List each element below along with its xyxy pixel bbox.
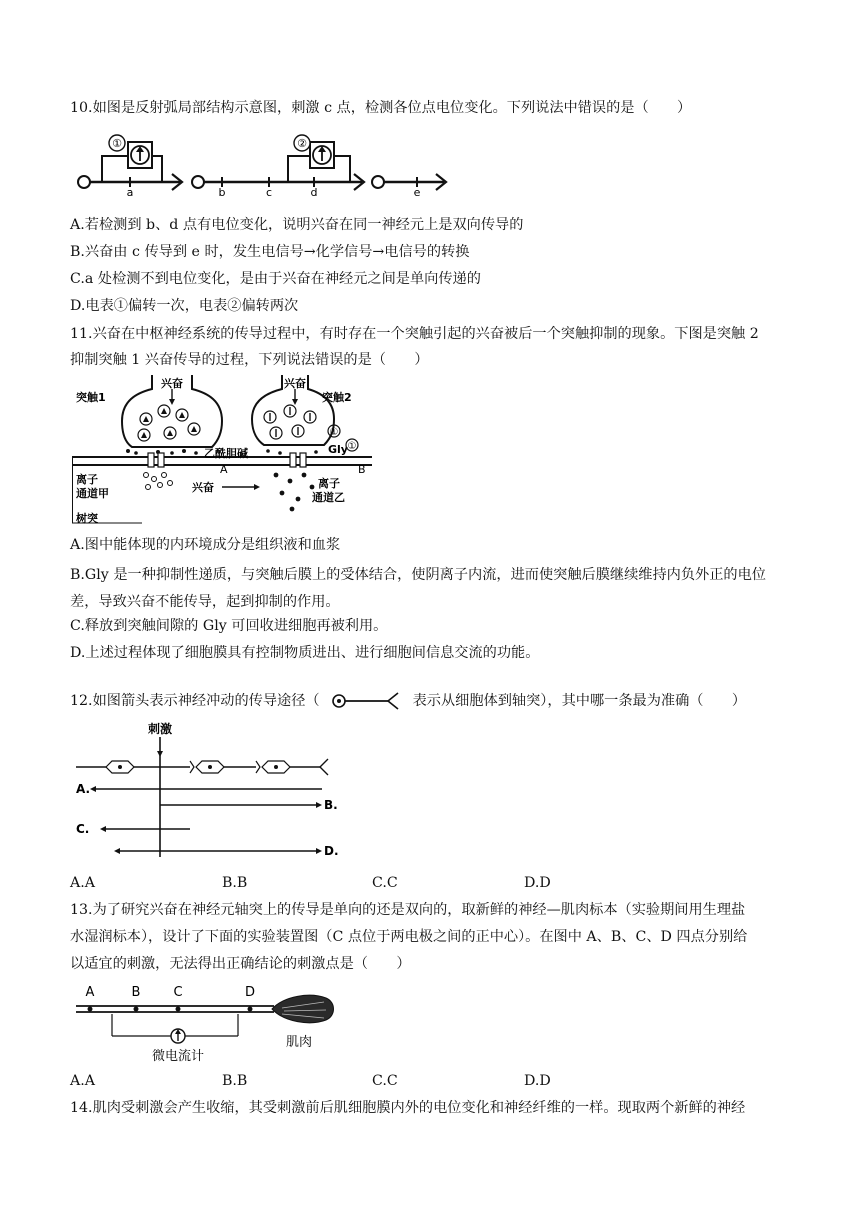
q10-point-a: a	[126, 186, 134, 198]
q13-stem-line1: 13.为了研究兴奋在神经元轴突上的传导是单向的还是双向的，取新鲜的神经—肌肉标本（实验期间用生理盐	[70, 902, 746, 918]
q13-option-c: C.C	[372, 1073, 398, 1089]
q13-option-a: A.A	[70, 1073, 96, 1089]
q10-meter1-label: ①	[112, 137, 122, 150]
q13-experiment-figure	[74, 980, 344, 1064]
q11-stem-line2: 抑制突触 1 兴奋传导的过程，下列说法错误的是（ ）	[70, 352, 429, 368]
q12-option-c: C.C	[372, 875, 398, 891]
q13-meter: 微电流计	[151, 1049, 205, 1064]
q13-stem-line3: 以适宜的刺激，无法得出正确结论的刺激点是（ ）	[70, 956, 411, 972]
q10-option-a: A.若检测到 b、d 点有电位变化，说明兴奋在同一神经元上是双向传导的	[70, 217, 524, 233]
q10-stem: 10.如图是反射弧局部结构示意图，刺激 c 点，检测各位点电位变化。下列说法中错误的是（ ）	[70, 100, 692, 116]
q10-soma-1	[78, 176, 90, 188]
q12-label-a: A.	[76, 782, 91, 796]
q13-point-a: A	[85, 985, 95, 1000]
q14-stem-line1: 14.肌肉受刺激会产生收缩，其受刺激前后肌细胞膜内外的电位变化和神经纤维的一样。现取两个新鲜的神经	[70, 1100, 746, 1116]
q11-channel1-l1: 离子	[76, 473, 98, 486]
q12-option-a: A.A	[70, 875, 96, 891]
q10-point-e: e	[413, 186, 421, 198]
q10-point-d: d	[310, 186, 318, 198]
q11-channel2-l1: 离子	[318, 477, 340, 490]
q11-mark1: ①	[329, 427, 339, 438]
q11-option-a: A.图中能体现的内环境成分是组织液和血浆	[70, 537, 341, 553]
neuron-direction-icon	[330, 690, 402, 712]
q11-synapse1: 突触1	[76, 391, 106, 404]
q10-option-b: B.兴奋由 c 传导到 e 时，发生电信号→化学信号→电信号的转换	[70, 244, 470, 260]
q12-option-b: B.B	[222, 875, 248, 891]
q10-point-b: b	[218, 186, 226, 198]
q11-synapse2: 突触2	[322, 391, 352, 404]
q11-ach: 乙酰胆碱	[204, 447, 248, 460]
q11-excite1: 兴奋	[161, 377, 183, 390]
q12-stem	[70, 690, 746, 712]
q11-stem-line1: 11.兴奋在中枢神经系统的传导过程中，有时存在一个突触引起的兴奋被后一个突触抑制的现象。下图是突触 2	[70, 326, 759, 342]
q10-soma-3	[372, 176, 384, 188]
q11-synapse-figure	[72, 375, 372, 527]
q12-option-d: D.D	[524, 875, 551, 891]
q11-channel2-l2: 通道乙	[312, 491, 345, 504]
q10-point-c: c	[265, 186, 273, 198]
q13-muscle: 肌肉	[286, 1035, 313, 1050]
q12-stem-part-a: 12.如图箭头表示神经冲动的传导途径（	[70, 693, 320, 709]
q11-label-a: A	[220, 463, 228, 476]
q10-option-d: D.电表①偏转一次，电表②偏转两次	[70, 298, 299, 314]
q11-option-d: D.上述过程体现了细胞膜具有控制物质进出、进行细胞间信息交流的功能。	[70, 645, 540, 661]
q10-option-c: C.a 处检测不到电位变化，是由于兴奋在神经元之间是单向传递的	[70, 271, 481, 287]
q11-channel1-l2: 通道甲	[76, 487, 109, 500]
q11-excite2: 兴奋	[284, 377, 306, 390]
q12-stimulus: 刺激	[148, 722, 173, 736]
q13-options	[70, 1071, 630, 1091]
q10-soma-2	[192, 176, 204, 188]
q11-option-b: B.Gly 是一种抑制性递质，与突触后膜上的受体结合，使阴离子内流，进而使突触后膜继续维持内负外正的电位差，导致兴奋不能传导，起到抑制的作用。	[70, 567, 766, 610]
q13-point-c: C	[173, 985, 183, 1000]
q10-reflex-arc-figure	[72, 130, 452, 198]
q13-point-d: D	[244, 985, 256, 1000]
q12-stem-part-b: 表示从细胞体到轴突），其中哪一条最为准确（ ）	[412, 693, 747, 709]
q12-label-b: B.	[324, 798, 338, 812]
q13-point-b: B	[131, 985, 141, 1000]
q12-label-c: C.	[76, 822, 90, 836]
q13-option-d: D.D	[524, 1073, 551, 1089]
q12-label-d: D.	[324, 844, 339, 858]
q11-excite-arrow: 兴奋	[192, 481, 214, 494]
q11-label-b: B	[358, 463, 366, 476]
q10-meter2-label: ②	[297, 137, 307, 150]
q13-stem-line2: 水湿润标本），设计了下面的实验装置图（C 点位于两电极之间的正中心）。在图中 A、B、C、D 四点分别给	[70, 929, 748, 945]
q12-conduction-figure	[72, 717, 352, 865]
q11-option-c: C.释放到突触间隙的 Gly 可回收进细胞再被利用。	[70, 618, 388, 634]
q11-gly: Gly	[328, 443, 348, 456]
q12-options	[70, 873, 630, 893]
q11-mark2: ①	[347, 441, 357, 452]
q11-dendrite: 树突	[76, 512, 98, 525]
q13-option-b: B.B	[222, 1073, 248, 1089]
